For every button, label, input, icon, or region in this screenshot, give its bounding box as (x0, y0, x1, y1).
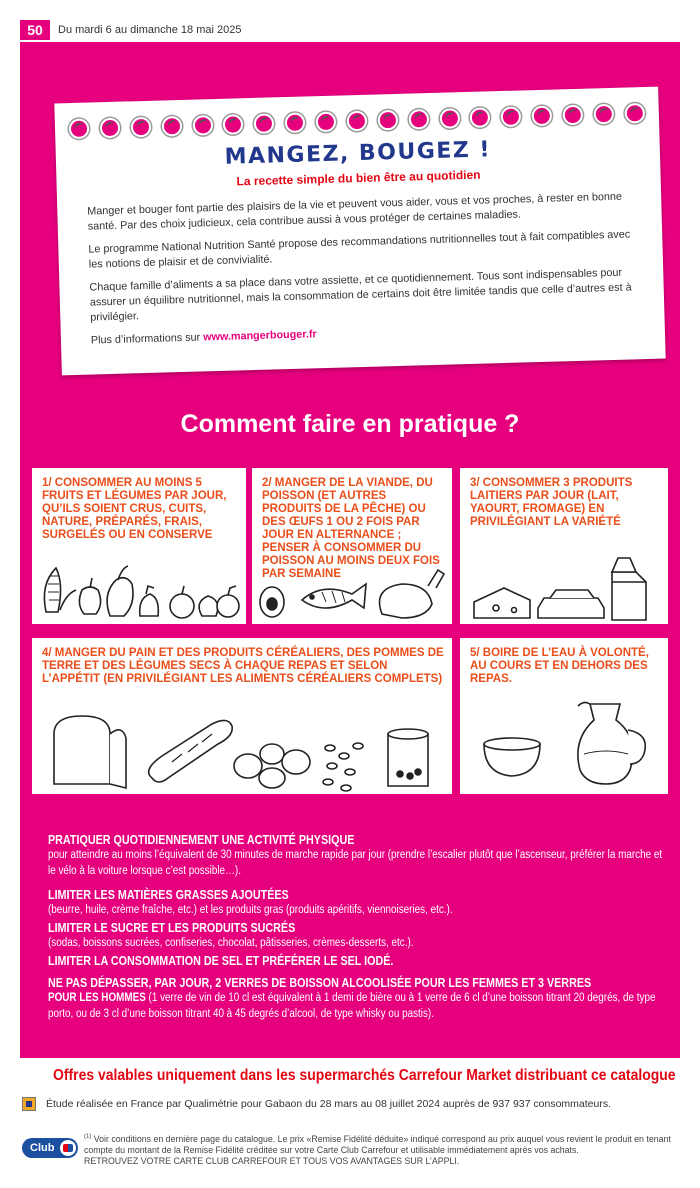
page-header (20, 20, 241, 40)
ring-icon (316, 112, 337, 133)
advice-salt (48, 954, 668, 968)
mangerbouger-link[interactable]: www.mangerbouger.fr (202, 328, 317, 344)
footnote-text: Voir conditions en dernière page du catalogue. Le prix «Remise Fidélité déduite» indiqué correspond au prix auquel vous revient le produit en tenant compte du montant de la Remise Fidélité créditée sur votre Carte Club Carrefour et utilisable immédiatement après vos achats. (84, 1133, 671, 1155)
note-paragraph: Manger et bouger font partie des plaisirs de la vie et peuvent vous aider, vous et vos proches, à rester en bonne santé. Par des choix judicieux, cela contribue aussi à vous protéger de certaines maladies. (87, 190, 623, 233)
ring-icon (532, 106, 553, 127)
note-subtitle: La recette simple du bien être au quotidien (236, 167, 481, 189)
dairy-illustration (460, 552, 668, 624)
tip-text: 2/ MANGER DE LA VIANDE, DU POISSON (ET AUTRES PRODUITS DE LA PÊCHE) OU DES ŒUFS 1 OU 2 FOIS PAR JOUR EN ALTERNANCE ; PENSER À CONSOMMER DU POISSON AU MOINS DEUX FOIS PAR SEMAINE (262, 477, 440, 580)
ring-icon (470, 107, 491, 128)
advice-text: (beurre, huile, crème fraîche, etc.) et les produits gras (produits apéritifs, viennoiseries, etc.). (48, 904, 453, 916)
ring-icon (593, 104, 614, 125)
ring-icon (501, 106, 522, 127)
advice-heading: PRATIQUER QUOTIDIENNEMENT UNE ACTIVITÉ PHYSIQUE (48, 833, 355, 847)
note-paragraph: Chaque famille d’aliments a sa place dans votre assiette, et ce quotidiennement. Tous sont indispensables pour assurer un équilibre nutritionnel, mais la consommation de certains doit être limitée tandis que celle d’autres est à privilégier. (89, 266, 632, 324)
ring-icon (69, 119, 90, 140)
tip-text: 1/ CONSOMMER AU MOINS 5 FRUITS ET LÉGUMES PAR JOUR, QU’ILS SOIENT CRUS, CUITS, NATURE, PRÉPARÉS, FRAIS, SURGELÉS OU EN CONSERVE (42, 477, 227, 541)
advice-text-body: (1 verre de vin de 10 cl est équivalent à 1 demi de bière ou à 1 verre de 6 cl d’une boisson titrant 20 degrés, de type porto, ou de 3 cl d’une boisson titrant 40 à 45 degrés d’alcool, de type whisky ou pastis). (48, 992, 656, 1020)
carrefour-logo-icon (60, 1140, 76, 1156)
tip-card-cereals (32, 638, 452, 794)
note-card (54, 87, 665, 376)
advice-heading: LIMITER LE SUCRE ET LES PRODUITS SUCRÉS (48, 921, 296, 935)
advice-text (48, 990, 667, 1022)
water-pitcher-illustration (460, 694, 668, 794)
more-info-prefix: Plus d’informations sur (90, 331, 204, 347)
footnote (84, 1132, 684, 1167)
advice-fats (48, 888, 668, 918)
note-body (87, 189, 639, 356)
ring-icon (347, 111, 368, 132)
date-range: Du mardi 6 au dimanche 18 mai 2025 (58, 24, 242, 36)
advice-text: pour atteindre au moins l’équivalent de 30 minutes de marche rapide par jour (prendre l’escalier plutôt que l’ascenseur, préférer la marche et le vélo à la voiture lorsque c’est possible…). (48, 849, 663, 877)
bread-cereals-illustration (32, 704, 452, 794)
advice-alcohol (48, 976, 668, 1022)
club-label: Club (30, 1142, 55, 1154)
meat-fish-egg-illustration (252, 564, 452, 624)
tip-text: 3/ CONSOMMER 3 PRODUITS LAITIERS PAR JOUR (LAIT, YAOURT, FROMAGE) EN PRIVILÉGIANT LA VARIÉTÉ (470, 477, 633, 528)
fruits-vegetables-illustration (32, 554, 246, 624)
advice-heading: LIMITER LA CONSOMMATION DE SEL ET PRÉFÉRER LE SEL IODÉ. (48, 954, 394, 968)
ring-icon (161, 116, 182, 137)
advice-text: (sodas, boissons sucrées, confiseries, chocolat, pâtisseries, crèmes-desserts, etc.). (48, 937, 414, 949)
note-title: MANGEZ, BOUGEZ ! (224, 137, 492, 170)
offer-notice: Offres valables uniquement dans les supermarchés Carrefour Market distribuant ce catalogue (53, 1067, 676, 1084)
tip-card-dairy (460, 468, 668, 624)
advice-sugar (48, 921, 668, 951)
ring-icon (192, 115, 213, 136)
tip-card-water (460, 638, 668, 794)
advice-heading-continued: POUR LES HOMMES (48, 992, 146, 1004)
footnote-mark: (1) (84, 1134, 92, 1140)
tip-text: 5/ BOIRE DE L’EAU À VOLONTÉ, AU COURS ET EN DEHORS DES REPAS. (470, 647, 649, 685)
study-notice (22, 1097, 611, 1111)
ring-icon (439, 108, 460, 129)
ring-icon (100, 118, 121, 139)
tip-card-fruits (32, 468, 246, 624)
ring-icon (377, 110, 398, 131)
ring-icon (563, 105, 584, 126)
footnote-caps: RETROUVEZ VOTRE CARTE CLUB CARREFOUR ET TOUS VOS AVANTAGES SUR L’APPLI. (84, 1155, 460, 1166)
ring-icon (624, 103, 645, 124)
tip-text: 4/ MANGER DU PAIN ET DES PRODUITS CÉRÉALIERS, DES POMMES DE TERRE ET DES LÉGUMES SECS À CHAQUE REPAS ET SELON L’APPÉTIT (EN PRIVILÉGIANT LES ALIMENTS CÉRÉALIERS COMPLETS) (42, 647, 444, 685)
advice-list (48, 833, 668, 1025)
advice-activity (48, 833, 668, 879)
ring-icon (130, 117, 151, 138)
qualimetrie-logo-icon (22, 1097, 36, 1111)
advice-heading: NE PAS DÉPASSER, PAR JOUR, 2 VERRES DE BOISSON ALCOOLISÉE POUR LES FEMMES ET 3 VERRES (48, 976, 592, 990)
ring-icon (285, 112, 306, 133)
ring-icon (254, 113, 275, 134)
section-title: Comment faire en pratique ? (180, 410, 520, 438)
club-carrefour-badge (22, 1138, 78, 1158)
tip-card-meat-fish (252, 468, 452, 624)
note-paragraph: Le programme National Nutrition Santé propose des recommandations nutritionnelles tout à fait compatibles avec les notions de plaisir et de convivialité. (88, 228, 631, 271)
page-number: 50 (20, 20, 50, 40)
ring-icon (408, 109, 429, 130)
study-text: Étude réalisée en France par Qualimétrie pour Gabaon du 28 mars au 08 juillet 2024 auprès de 937 937 consommateurs. (46, 1098, 612, 1110)
advice-heading: LIMITER LES MATIÈRES GRASSES AJOUTÉES (48, 888, 289, 902)
ring-icon (223, 114, 244, 135)
